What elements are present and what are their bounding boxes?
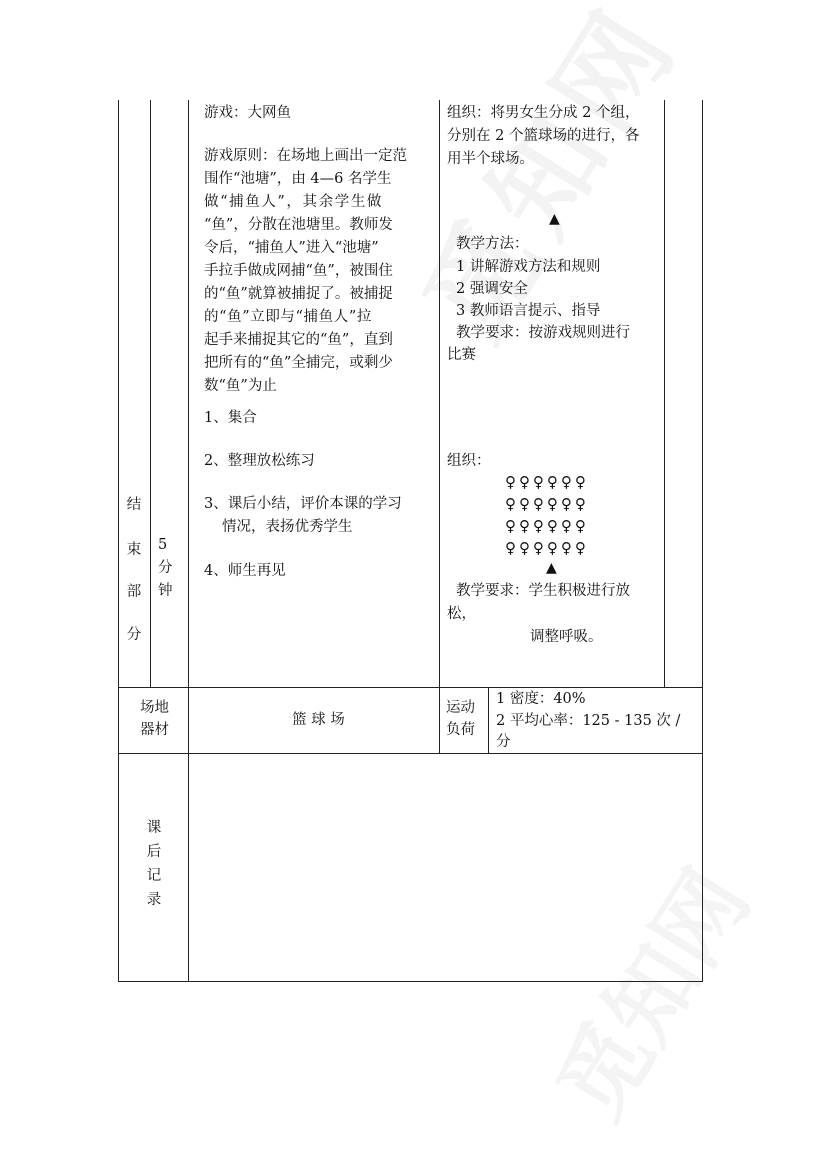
requirement-line: 教学要求：按游戏规则进行 — [456, 325, 630, 341]
table-divider — [118, 753, 703, 754]
venue-value: 篮 球 场 — [292, 712, 345, 728]
section-char: 束 — [126, 542, 142, 558]
table-border-right — [702, 100, 703, 982]
notes-char: 记 — [146, 868, 162, 884]
rules-line: 起手来捕捉其它的“鱼”，直到 — [204, 332, 393, 348]
teacher-marker-icon: ▲ — [546, 560, 557, 576]
rules-line: 的“鱼”立即与“捕鱼人”拉 — [204, 309, 372, 325]
table-divider — [439, 687, 440, 754]
time-unit: 分 — [158, 560, 173, 576]
step-item: 2、整理放松练习 — [204, 453, 315, 469]
watermark-bottom — [520, 841, 773, 1139]
notes-char: 录 — [146, 892, 162, 908]
load-item: 分 — [496, 734, 511, 750]
table-border-bottom — [118, 981, 703, 982]
step-item: 1、集合 — [204, 410, 257, 426]
load-label: 负荷 — [446, 722, 475, 738]
formation-row: ♀♀♀♀♀♀ — [505, 495, 589, 513]
rules-line: “鱼”，分散在池塘里。教师发 — [204, 217, 393, 233]
section-char: 结 — [126, 497, 142, 513]
section-char: 部 — [126, 584, 142, 600]
org2-label: 组织： — [447, 453, 491, 469]
venue-label: 器材 — [140, 722, 169, 738]
table-border-left — [118, 100, 119, 982]
method-title: 教学方法： — [456, 236, 529, 252]
rules-line: 做“捕鱼人”，其余学生做 — [204, 194, 384, 210]
notes-char: 课 — [146, 820, 162, 836]
venue-label: 场地 — [140, 700, 169, 716]
table-divider — [664, 100, 665, 688]
step-item: 情况，表扬优秀学生 — [222, 519, 353, 535]
step-item: 3、课后小结，评价本课的学习 — [204, 496, 402, 512]
formation-row: ♀♀♀♀♀♀ — [505, 473, 589, 491]
rules-line: 围作“池塘”，由 4—6 名学生 — [204, 171, 392, 187]
method-item: 1 讲解游戏方法和规则 — [456, 259, 601, 275]
rules-line: 手拉手做成网捕“鱼”，被围住 — [204, 263, 393, 279]
table-divider — [439, 100, 440, 688]
rules-line: 游戏原则：在场地上画出一定范 — [204, 148, 407, 164]
table-divider — [118, 687, 703, 688]
method-item: 2 强调安全 — [456, 281, 528, 297]
rules-line: 令后，“捕鱼人”进入“池塘” — [204, 240, 379, 256]
rules-line: 的“鱼”就算被捕捉了。被捕捉 — [204, 286, 393, 302]
rules-line: 数“鱼”为止 — [204, 378, 277, 394]
rules-line: 把所有的“鱼”全捕完，或剩少 — [204, 355, 393, 371]
game-title: 游戏：大网鱼 — [204, 105, 291, 121]
step-item: 4、师生再见 — [204, 563, 286, 579]
table-divider — [188, 100, 189, 982]
org-line: 用半个球场。 — [447, 151, 534, 167]
requirement-line: 调整呼吸。 — [530, 629, 603, 645]
time-unit: 钟 — [158, 583, 173, 599]
org-line: 组织：将男女生分成 2 个组， — [447, 105, 640, 121]
requirement-line: 比赛 — [447, 347, 476, 363]
notes-char: 后 — [146, 844, 162, 860]
time-value: 5 — [158, 537, 168, 553]
requirement-line: 松， — [447, 606, 476, 622]
teacher-marker-icon: ▲ — [549, 211, 560, 227]
formation-row: ♀♀♀♀♀♀ — [505, 517, 589, 535]
table-divider — [488, 687, 489, 754]
requirement-line: 教学要求：学生积极进行放 — [456, 583, 630, 599]
formation-row: ♀♀♀♀♀♀ — [505, 539, 589, 557]
section-char: 分 — [126, 627, 142, 643]
table-divider — [150, 100, 151, 688]
load-item: 2 平均心率：125 - 135 次 / — [496, 713, 681, 729]
method-item: 3 教师语言提示、指导 — [456, 303, 601, 319]
load-label: 运动 — [446, 700, 475, 716]
org-line: 分别在 2 个篮球场的进行，各 — [447, 128, 640, 144]
load-item: 1 密度：40% — [496, 691, 586, 707]
